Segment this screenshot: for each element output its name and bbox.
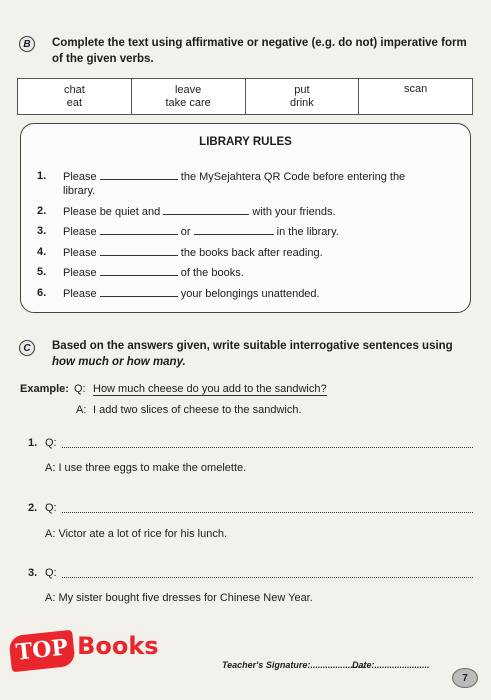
topbooks-logo bbox=[10, 632, 159, 672]
rule-blank[interactable] bbox=[100, 265, 178, 276]
word-bank-cell: leave take care bbox=[131, 79, 245, 115]
section-c-instruction: Based on the answers given, write suitable interrogative sentences using how much or how many. bbox=[52, 340, 453, 368]
example-a-label: A: bbox=[76, 404, 87, 416]
example-q-label: Q: bbox=[74, 383, 86, 395]
rule-blank[interactable] bbox=[100, 245, 178, 256]
example-answer: I add two slices of cheese to the sandwich. bbox=[93, 404, 302, 416]
rule-blank[interactable] bbox=[163, 204, 249, 215]
item-q-label: Q: bbox=[45, 502, 57, 514]
item-number: 1. bbox=[28, 437, 38, 449]
item-q-label: Q: bbox=[45, 567, 57, 579]
rule-blank[interactable] bbox=[100, 169, 178, 180]
rule-blank[interactable] bbox=[100, 224, 178, 235]
answer-line[interactable] bbox=[62, 447, 473, 448]
word-bank-cell: put drink bbox=[245, 79, 359, 115]
answer-line[interactable] bbox=[62, 577, 473, 578]
rule-blank[interactable] bbox=[100, 286, 178, 297]
section-b-instruction: Complete the text using affirmative or negative (e.g. do not) imperative form of the given verbs. bbox=[52, 37, 467, 65]
item-answer: A: I use three eggs to make the omelette. bbox=[45, 462, 247, 474]
word-bank-cell: chat eat bbox=[18, 79, 132, 115]
date-field: Date:...................... bbox=[352, 660, 430, 670]
page-number: 7 bbox=[452, 668, 478, 688]
example-label: Example: bbox=[20, 383, 69, 395]
logo-top-badge: TOP bbox=[8, 630, 75, 673]
section-c-badge: C bbox=[19, 340, 35, 356]
rule-blank[interactable] bbox=[194, 224, 274, 235]
word-bank-table bbox=[17, 78, 473, 115]
word-bank-cell: scan bbox=[359, 79, 473, 115]
item-number: 3. bbox=[28, 567, 38, 579]
example-question: How much cheese do you add to the sandwich? bbox=[93, 383, 327, 395]
teacher-signature: Teacher's Signature:...................... bbox=[222, 660, 366, 670]
item-answer: A: Victor ate a lot of rice for his lunch. bbox=[45, 528, 227, 540]
library-rules-box: LIBRARY RULES 1. Please the MySejahtera QR Code before entering the library. 2. Please be quiet and with your friends. 3. Please or in the library. 4. Please the books back after reading. 5. Please of the books. 6. Please your belongings unattended. bbox=[20, 123, 471, 313]
rules-title: LIBRARY RULES bbox=[199, 136, 292, 148]
logo-books-text: Books bbox=[77, 632, 159, 660]
item-number: 2. bbox=[28, 502, 38, 514]
item-answer: A: My sister bought five dresses for Chinese New Year. bbox=[45, 592, 313, 604]
item-q-label: Q: bbox=[45, 437, 57, 449]
section-b-badge: B bbox=[19, 36, 35, 52]
answer-line[interactable] bbox=[62, 512, 473, 513]
